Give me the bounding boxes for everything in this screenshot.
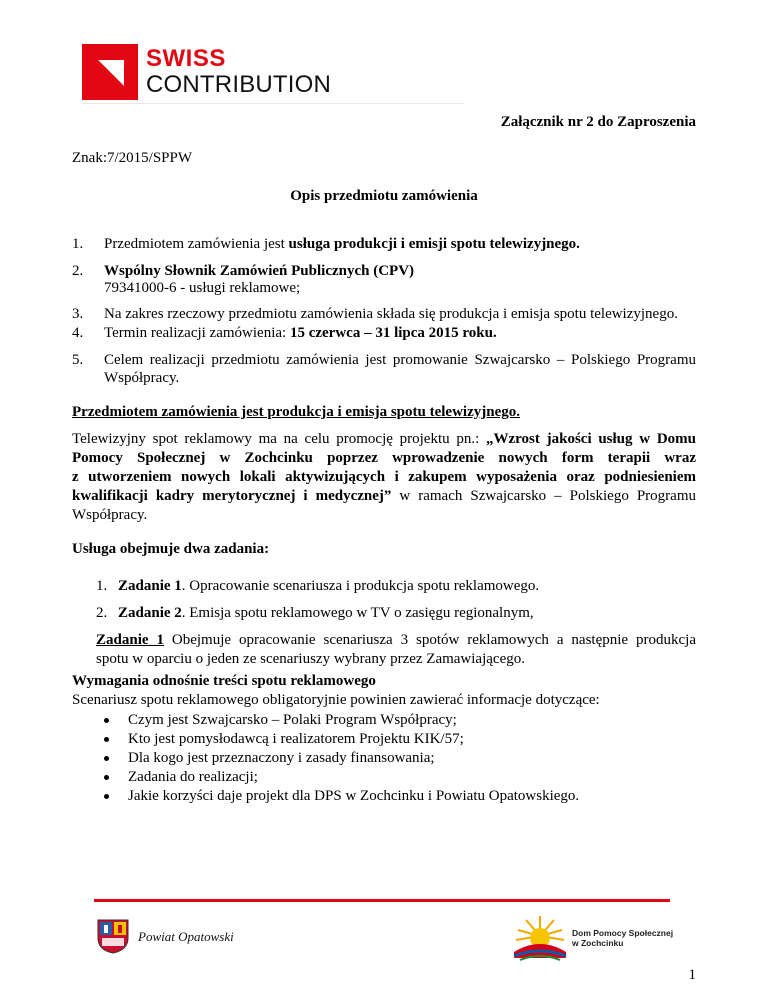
item-4-number: 4. <box>72 325 84 341</box>
bullet-icon <box>104 794 109 799</box>
section-1-heading-text: Przedmiotem zamówienia jest produkcja i emisja spotu telewizyjnego. <box>72 404 520 420</box>
item-4-text <box>104 324 497 343</box>
task-1-desc-line2: spotu w oparciu o jeden ze scenariuszy wybrany przez Zamawiającego. <box>96 651 525 667</box>
section-1-heading <box>72 403 696 422</box>
para-l1-pre: Telewizyjny spot reklamowy ma na celu promocję projektu pn.: <box>72 431 486 447</box>
section-2-heading: Usługa obejmuje dwa zadania: <box>72 541 270 557</box>
annex-label: Załącznik nr 2 do Zaproszenia <box>500 114 696 130</box>
section-1-para-line2: Pomocy Społecznej w Zochcinku poprzez wprowadzenie nowych form terapii wraz <box>72 450 696 466</box>
item-4-bold: 15 czerwca – 31 lipca 2015 roku. <box>289 325 497 341</box>
section-3-intro: Scenariusz spotu reklamowego obligatoryjnie powinien zawierać informacje dotyczące: <box>72 692 600 708</box>
item-1-bold: usługa produkcji i emisji spotu telewizyjnego. <box>288 236 580 252</box>
task-1-desc-l1: Obejmuje opracowanie scenariusza 3 spotów reklamowych a następnie produkcja <box>163 632 696 648</box>
list-item <box>104 768 579 787</box>
item-2-bold: Wspólny Słownik Zamówień Publicznych (CPV) <box>104 263 415 279</box>
para-l4-bold: kwalifikacji kadry merytorycznej i medycznej” <box>72 488 392 504</box>
swiss-logo-square <box>82 44 138 100</box>
item-1-number: 1. <box>72 236 84 252</box>
requirements-list <box>104 711 579 806</box>
page-number: 1 <box>688 967 696 983</box>
item-5-line2: Współpracy. <box>104 370 180 386</box>
reference-number: Znak:7/2015/SPPW <box>72 150 193 166</box>
item-1-pre: Przedmiotem zamówienia jest <box>104 236 289 252</box>
dps-name-line1: Dom Pomocy Społecznej <box>572 928 674 938</box>
item-2-number: 2. <box>72 263 84 279</box>
para-l4-rest: w ramach Szwajcarsko – Polskiego Programu <box>391 488 696 504</box>
task-2-desc: . Emisja spotu reklamowego w TV o zasięgu regionalnym, <box>181 605 534 621</box>
task-1-desc-bold: Zadanie 1 <box>96 632 164 648</box>
list-item <box>104 749 579 768</box>
list-item <box>104 787 579 806</box>
logo-arrow-icon <box>82 44 138 100</box>
task-1-desc: . Opracowanie scenariusza i produkcja spotu reklamowego. <box>181 578 540 594</box>
logo-swiss-text: SWISS <box>146 45 226 72</box>
item-4-pre: Termin realizacji zamówienia: <box>104 325 290 341</box>
section-1-para-line4 <box>72 487 696 506</box>
task-2-bold: Zadanie 2 <box>118 605 182 621</box>
task-2-number: 2. <box>96 605 108 621</box>
task-1-desc-line1 <box>96 631 696 650</box>
list-item-text: Czym jest Szwajcarsko – Polaki Program Współpracy; <box>128 712 457 728</box>
item-2-cpv: 79341000-6 - usługi reklamowe; <box>104 280 301 296</box>
item-3-number: 3. <box>72 306 84 322</box>
bullet-icon <box>104 775 109 780</box>
dps-name-line2: w Zochcinku <box>572 938 624 948</box>
list-item-text: Zadania do realizacji; <box>128 769 258 785</box>
item-5-line1: Celem realizacji przedmiotu zamówienia jest promowanie Szwajcarsko – Polskiego Programu <box>104 352 696 368</box>
item-1-text <box>104 235 580 254</box>
section-1-para-line1 <box>72 430 696 449</box>
list-item-text: Kto jest pomysłodawcą i realizatorem Projektu KIK/57; <box>128 731 464 747</box>
section-3-heading: Wymagania odnośnie treści spotu reklamowego <box>72 673 376 689</box>
swiss-contribution-logo <box>82 44 332 100</box>
bullet-icon <box>104 756 109 761</box>
logo-contribution-text: CONTRIBUTION <box>146 71 332 98</box>
powiat-crest-icon <box>96 918 130 954</box>
footer-divider <box>94 899 670 902</box>
item-3-text: Na zakres rzeczowy przedmiotu zamówienia składa się produkcja i emisja spotu telewizyjnego. <box>104 306 678 322</box>
item-5-number: 5. <box>72 352 84 368</box>
dps-sun-logo-icon <box>510 912 570 962</box>
task-1-bold: Zadanie 1 <box>118 578 182 594</box>
section-1-para-line3: z utworzeniem nowych lokali aktywizujących i zakupem wyposażenia oraz podniesieniem <box>72 469 696 485</box>
list-item <box>104 730 579 749</box>
list-item-text: Dla kogo jest przeznaczony i zasady finansowania; <box>128 750 435 766</box>
dps-name <box>572 928 673 948</box>
task-1-text <box>118 577 539 596</box>
powiat-name: Powiat Opatowski <box>138 929 234 944</box>
para-l1-bold: „Wzrost jakości usług w Domu <box>486 431 696 447</box>
list-item <box>104 711 579 730</box>
section-1-para-line5: Współpracy. <box>72 507 148 523</box>
task-1-number: 1. <box>96 578 108 594</box>
document-title: Opis przedmiotu zamówienia <box>290 188 478 204</box>
bullet-icon <box>104 737 109 742</box>
bullet-icon <box>104 718 109 723</box>
list-item-text: Jakie korzyści daje projekt dla DPS w Zochcinku i Powiatu Opatowskiego. <box>128 788 580 804</box>
task-2-text <box>118 604 534 623</box>
header-divider <box>82 103 464 104</box>
